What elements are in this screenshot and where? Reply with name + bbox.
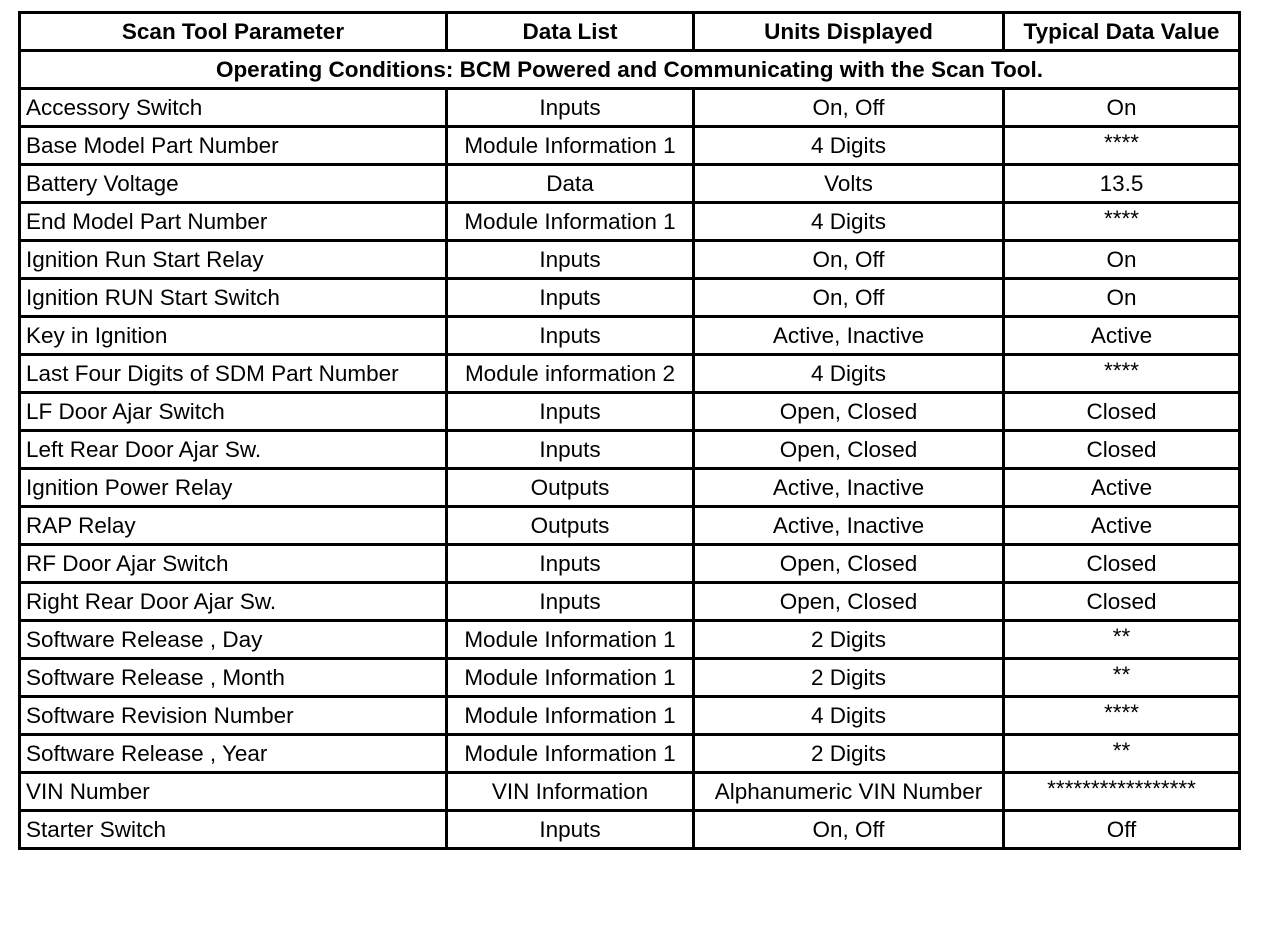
parameter-cell: Software Release , Month <box>20 659 447 697</box>
scan-tool-data-table <box>18 11 1241 850</box>
data-list-cell: Inputs <box>447 89 694 127</box>
data-list-cell: Data <box>447 165 694 203</box>
table-row <box>20 355 1240 393</box>
table-row <box>20 393 1240 431</box>
units-cell: On, Off <box>694 279 1004 317</box>
units-cell: Open, Closed <box>694 545 1004 583</box>
header-scan-tool-parameter: Scan Tool Parameter <box>20 13 447 51</box>
typical-value-cell: **** <box>1004 697 1240 735</box>
parameter-cell: Key in Ignition <box>20 317 447 355</box>
table-row <box>20 773 1240 811</box>
data-list-cell: Inputs <box>447 241 694 279</box>
units-cell: Open, Closed <box>694 431 1004 469</box>
units-cell: Active, Inactive <box>694 507 1004 545</box>
typical-value-cell: 13.5 <box>1004 165 1240 203</box>
table-row <box>20 431 1240 469</box>
typical-value-cell: Closed <box>1004 393 1240 431</box>
units-cell: 4 Digits <box>694 127 1004 165</box>
data-list-cell: Inputs <box>447 431 694 469</box>
parameter-cell: End Model Part Number <box>20 203 447 241</box>
typical-value-cell: Active <box>1004 317 1240 355</box>
table-row <box>20 811 1240 849</box>
units-cell: 2 Digits <box>694 621 1004 659</box>
data-list-cell: Module Information 1 <box>447 621 694 659</box>
parameter-cell: Base Model Part Number <box>20 127 447 165</box>
units-cell: On, Off <box>694 811 1004 849</box>
table-row <box>20 697 1240 735</box>
header-row <box>20 13 1240 51</box>
typical-value-cell: ** <box>1004 735 1240 773</box>
data-list-cell: VIN Information <box>447 773 694 811</box>
parameter-cell: Software Release , Day <box>20 621 447 659</box>
typical-value-cell: Closed <box>1004 583 1240 621</box>
data-list-cell: Inputs <box>447 317 694 355</box>
header-data-list: Data List <box>447 13 694 51</box>
operating-conditions-row <box>20 51 1240 89</box>
table-row <box>20 735 1240 773</box>
units-cell: Alphanumeric VIN Number <box>694 773 1004 811</box>
units-cell: Active, Inactive <box>694 317 1004 355</box>
data-list-cell: Inputs <box>447 811 694 849</box>
units-cell: Open, Closed <box>694 583 1004 621</box>
table-row <box>20 469 1240 507</box>
typical-value-cell: On <box>1004 241 1240 279</box>
data-list-cell: Inputs <box>447 583 694 621</box>
typical-value-cell: Off <box>1004 811 1240 849</box>
data-list-cell: Inputs <box>447 545 694 583</box>
table-row <box>20 203 1240 241</box>
units-cell: 2 Digits <box>694 735 1004 773</box>
data-list-cell: Module Information 1 <box>447 203 694 241</box>
table-row <box>20 545 1240 583</box>
data-list-cell: Module Information 1 <box>447 659 694 697</box>
units-cell: On, Off <box>694 241 1004 279</box>
units-cell: 4 Digits <box>694 697 1004 735</box>
typical-value-cell: On <box>1004 279 1240 317</box>
header-typical-data-value: Typical Data Value <box>1004 13 1240 51</box>
table-row <box>20 89 1240 127</box>
table-row <box>20 317 1240 355</box>
typical-value-cell: ** <box>1004 659 1240 697</box>
table-body <box>20 89 1240 849</box>
parameter-cell: Right Rear Door Ajar Sw. <box>20 583 447 621</box>
data-list-cell: Outputs <box>447 469 694 507</box>
parameter-cell: Starter Switch <box>20 811 447 849</box>
parameter-cell: Ignition RUN Start Switch <box>20 279 447 317</box>
typical-value-cell: On <box>1004 89 1240 127</box>
parameter-cell: Last Four Digits of SDM Part Number <box>20 355 447 393</box>
parameter-cell: Software Revision Number <box>20 697 447 735</box>
table-row <box>20 507 1240 545</box>
parameter-cell: Software Release , Year <box>20 735 447 773</box>
units-cell: 4 Digits <box>694 203 1004 241</box>
parameter-cell: Ignition Run Start Relay <box>20 241 447 279</box>
header-units-displayed: Units Displayed <box>694 13 1004 51</box>
table-row <box>20 621 1240 659</box>
parameter-cell: Ignition Power Relay <box>20 469 447 507</box>
units-cell: 4 Digits <box>694 355 1004 393</box>
parameter-cell: Left Rear Door Ajar Sw. <box>20 431 447 469</box>
data-list-cell: Module Information 1 <box>447 697 694 735</box>
data-list-cell: Outputs <box>447 507 694 545</box>
typical-value-cell: ** <box>1004 621 1240 659</box>
table-row <box>20 241 1240 279</box>
parameter-cell: RAP Relay <box>20 507 447 545</box>
data-list-cell: Module Information 1 <box>447 735 694 773</box>
typical-value-cell: **** <box>1004 203 1240 241</box>
table-row <box>20 127 1240 165</box>
table-row <box>20 659 1240 697</box>
data-list-cell: Inputs <box>447 393 694 431</box>
parameter-cell: VIN Number <box>20 773 447 811</box>
table-row <box>20 583 1240 621</box>
typical-value-cell: ***************** <box>1004 773 1240 811</box>
parameter-cell: LF Door Ajar Switch <box>20 393 447 431</box>
parameter-cell: RF Door Ajar Switch <box>20 545 447 583</box>
table-row <box>20 279 1240 317</box>
typical-value-cell: Active <box>1004 507 1240 545</box>
data-list-cell: Inputs <box>447 279 694 317</box>
typical-value-cell: **** <box>1004 355 1240 393</box>
data-list-cell: Module Information 1 <box>447 127 694 165</box>
typical-value-cell: **** <box>1004 127 1240 165</box>
units-cell: 2 Digits <box>694 659 1004 697</box>
data-list-cell: Module information 2 <box>447 355 694 393</box>
units-cell: On, Off <box>694 89 1004 127</box>
typical-value-cell: Closed <box>1004 431 1240 469</box>
units-cell: Open, Closed <box>694 393 1004 431</box>
typical-value-cell: Closed <box>1004 545 1240 583</box>
units-cell: Volts <box>694 165 1004 203</box>
operating-conditions: Operating Conditions: BCM Powered and Communicating with the Scan Tool. <box>20 51 1240 89</box>
parameter-cell: Accessory Switch <box>20 89 447 127</box>
parameter-cell: Battery Voltage <box>20 165 447 203</box>
typical-value-cell: Active <box>1004 469 1240 507</box>
table-row <box>20 165 1240 203</box>
units-cell: Active, Inactive <box>694 469 1004 507</box>
